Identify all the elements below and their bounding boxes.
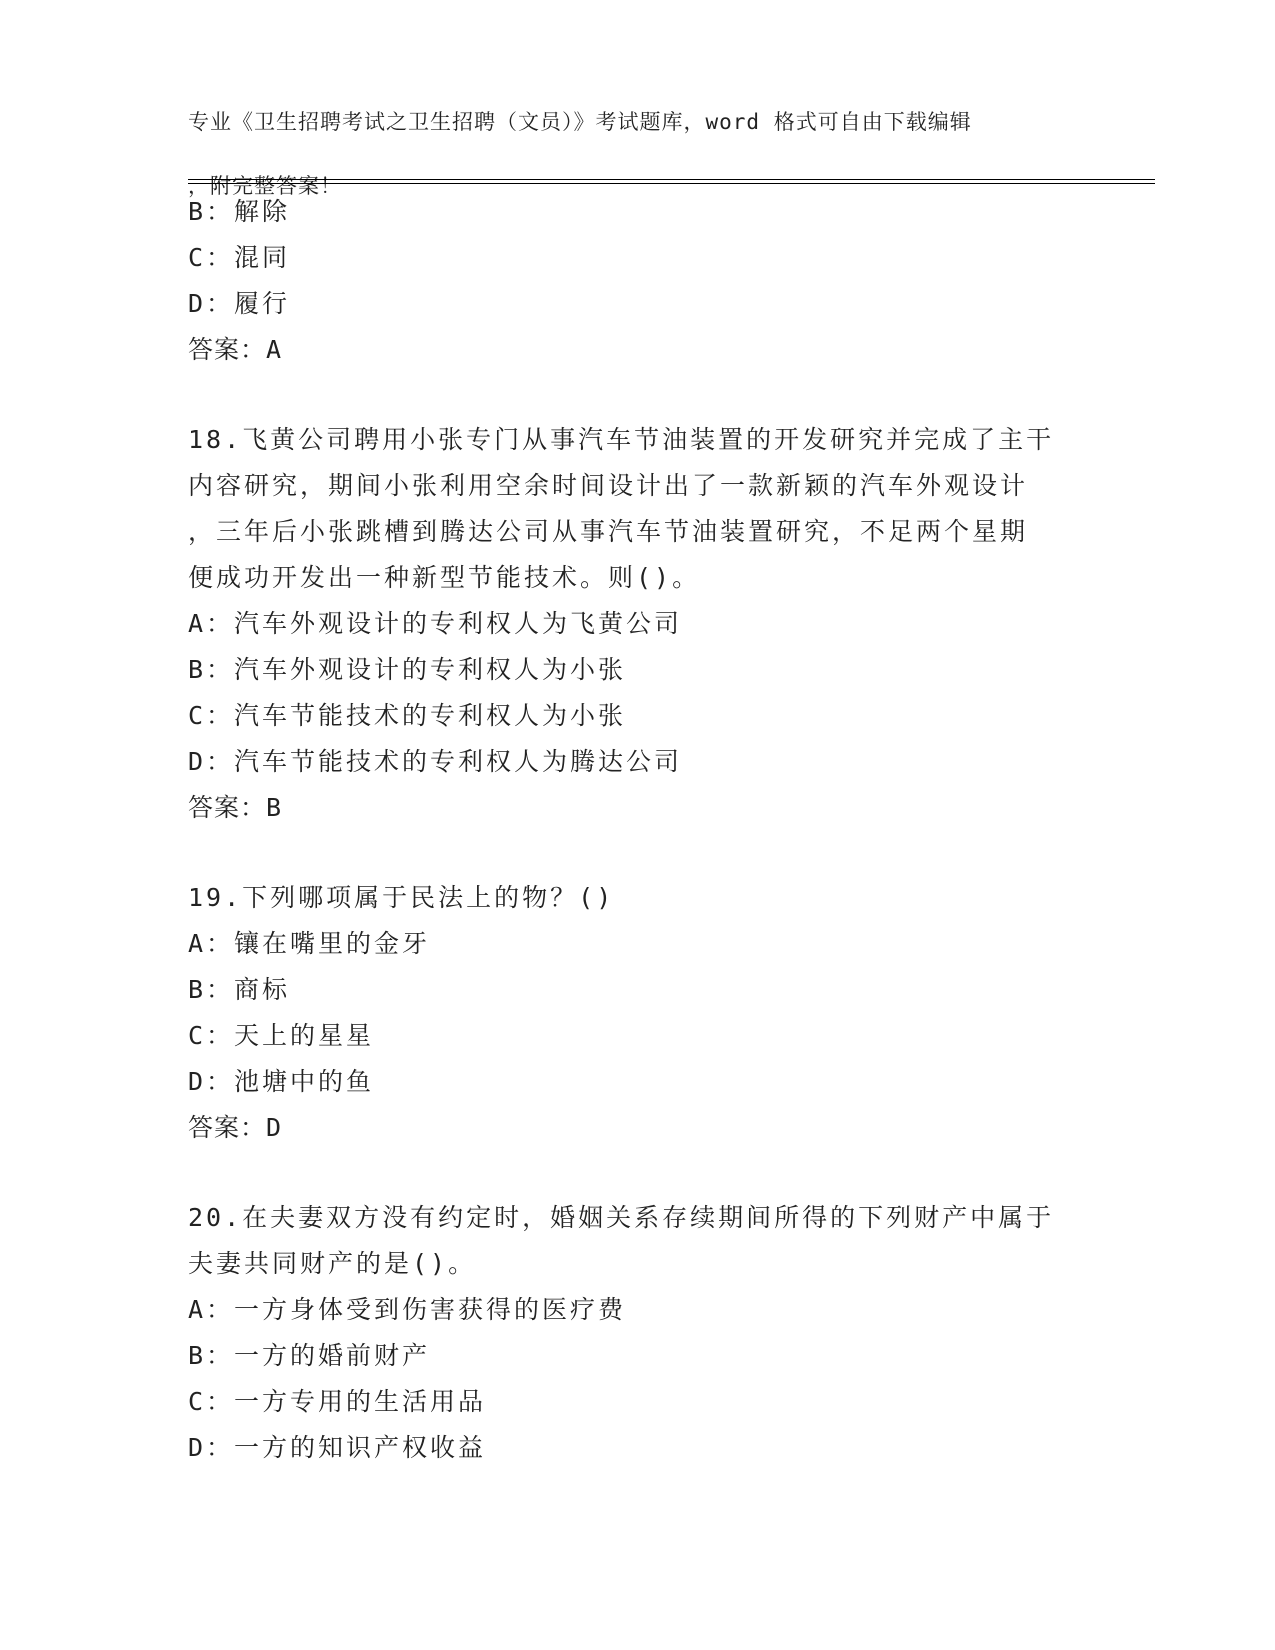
header-rule-top bbox=[188, 179, 1155, 180]
option-d: D：池塘中的鱼 bbox=[188, 1067, 375, 1096]
option-b: B：商标 bbox=[188, 975, 291, 1004]
answer-line bbox=[188, 1105, 1088, 1151]
document-body bbox=[188, 189, 1088, 1471]
question-stem bbox=[188, 875, 1088, 921]
answer-value: D bbox=[266, 1113, 283, 1142]
option-b: B：解除 bbox=[188, 197, 291, 226]
answer-label: 答案： bbox=[188, 1113, 267, 1142]
stem-line: 便成功开发出一种新型节能技术。则()。 bbox=[188, 563, 701, 592]
option-d: D：一方的知识产权收益 bbox=[188, 1433, 487, 1462]
question-stem bbox=[188, 417, 1088, 601]
answer-value: B bbox=[266, 793, 283, 822]
header-line-1: 专业《卫生招聘考试之卫生招聘（文员）》考试题库，word 格式可自由下载编辑 bbox=[188, 110, 972, 134]
option-a: A：一方身体受到伤害获得的医疗费 bbox=[188, 1295, 627, 1324]
question-18 bbox=[188, 417, 1088, 831]
header-rule-bottom bbox=[188, 183, 1155, 184]
option-b: B：汽车外观设计的专利权人为小张 bbox=[188, 655, 627, 684]
stem-line: 19.下列哪项属于民法上的物？() bbox=[188, 883, 615, 912]
answer-line bbox=[188, 327, 1088, 373]
question-19 bbox=[188, 875, 1088, 1151]
stem-line: 20.在夫妻双方没有约定时，婚姻关系存续期间所得的下列财产中属于 bbox=[188, 1203, 1055, 1232]
answer-label: 答案： bbox=[188, 793, 267, 822]
stem-line: 内容研究，期间小张利用空余时间设计出了一款新颖的汽车外观设计 bbox=[188, 471, 1029, 500]
stem-line: 18.飞黄公司聘用小张专门从事汽车节油装置的开发研究并完成了主干 bbox=[188, 425, 1055, 454]
option-d: D：汽车节能技术的专利权人为腾达公司 bbox=[188, 747, 683, 776]
question-stem bbox=[188, 1195, 1088, 1287]
answer-line bbox=[188, 785, 1088, 831]
stem-line: ，三年后小张跳槽到腾达公司从事汽车节油装置研究，不足两个星期 bbox=[188, 517, 1029, 546]
stem-line: 夫妻共同财产的是()。 bbox=[188, 1249, 477, 1278]
option-a: A：镶在嘴里的金牙 bbox=[188, 929, 431, 958]
option-c: C：混同 bbox=[188, 243, 291, 272]
option-d: D：履行 bbox=[188, 289, 291, 318]
question-17-continued bbox=[188, 189, 1088, 373]
question-20 bbox=[188, 1195, 1088, 1471]
answer-label: 答案： bbox=[188, 335, 267, 364]
option-c: C：天上的星星 bbox=[188, 1021, 375, 1050]
answer-value: A bbox=[266, 335, 283, 364]
header-line-2: ，附完整答案！ bbox=[188, 174, 342, 198]
option-b: B：一方的婚前财产 bbox=[188, 1341, 431, 1370]
option-a: A：汽车外观设计的专利权人为飞黄公司 bbox=[188, 609, 683, 638]
option-c: C：汽车节能技术的专利权人为小张 bbox=[188, 701, 627, 730]
option-c: C：一方专用的生活用品 bbox=[188, 1387, 487, 1416]
